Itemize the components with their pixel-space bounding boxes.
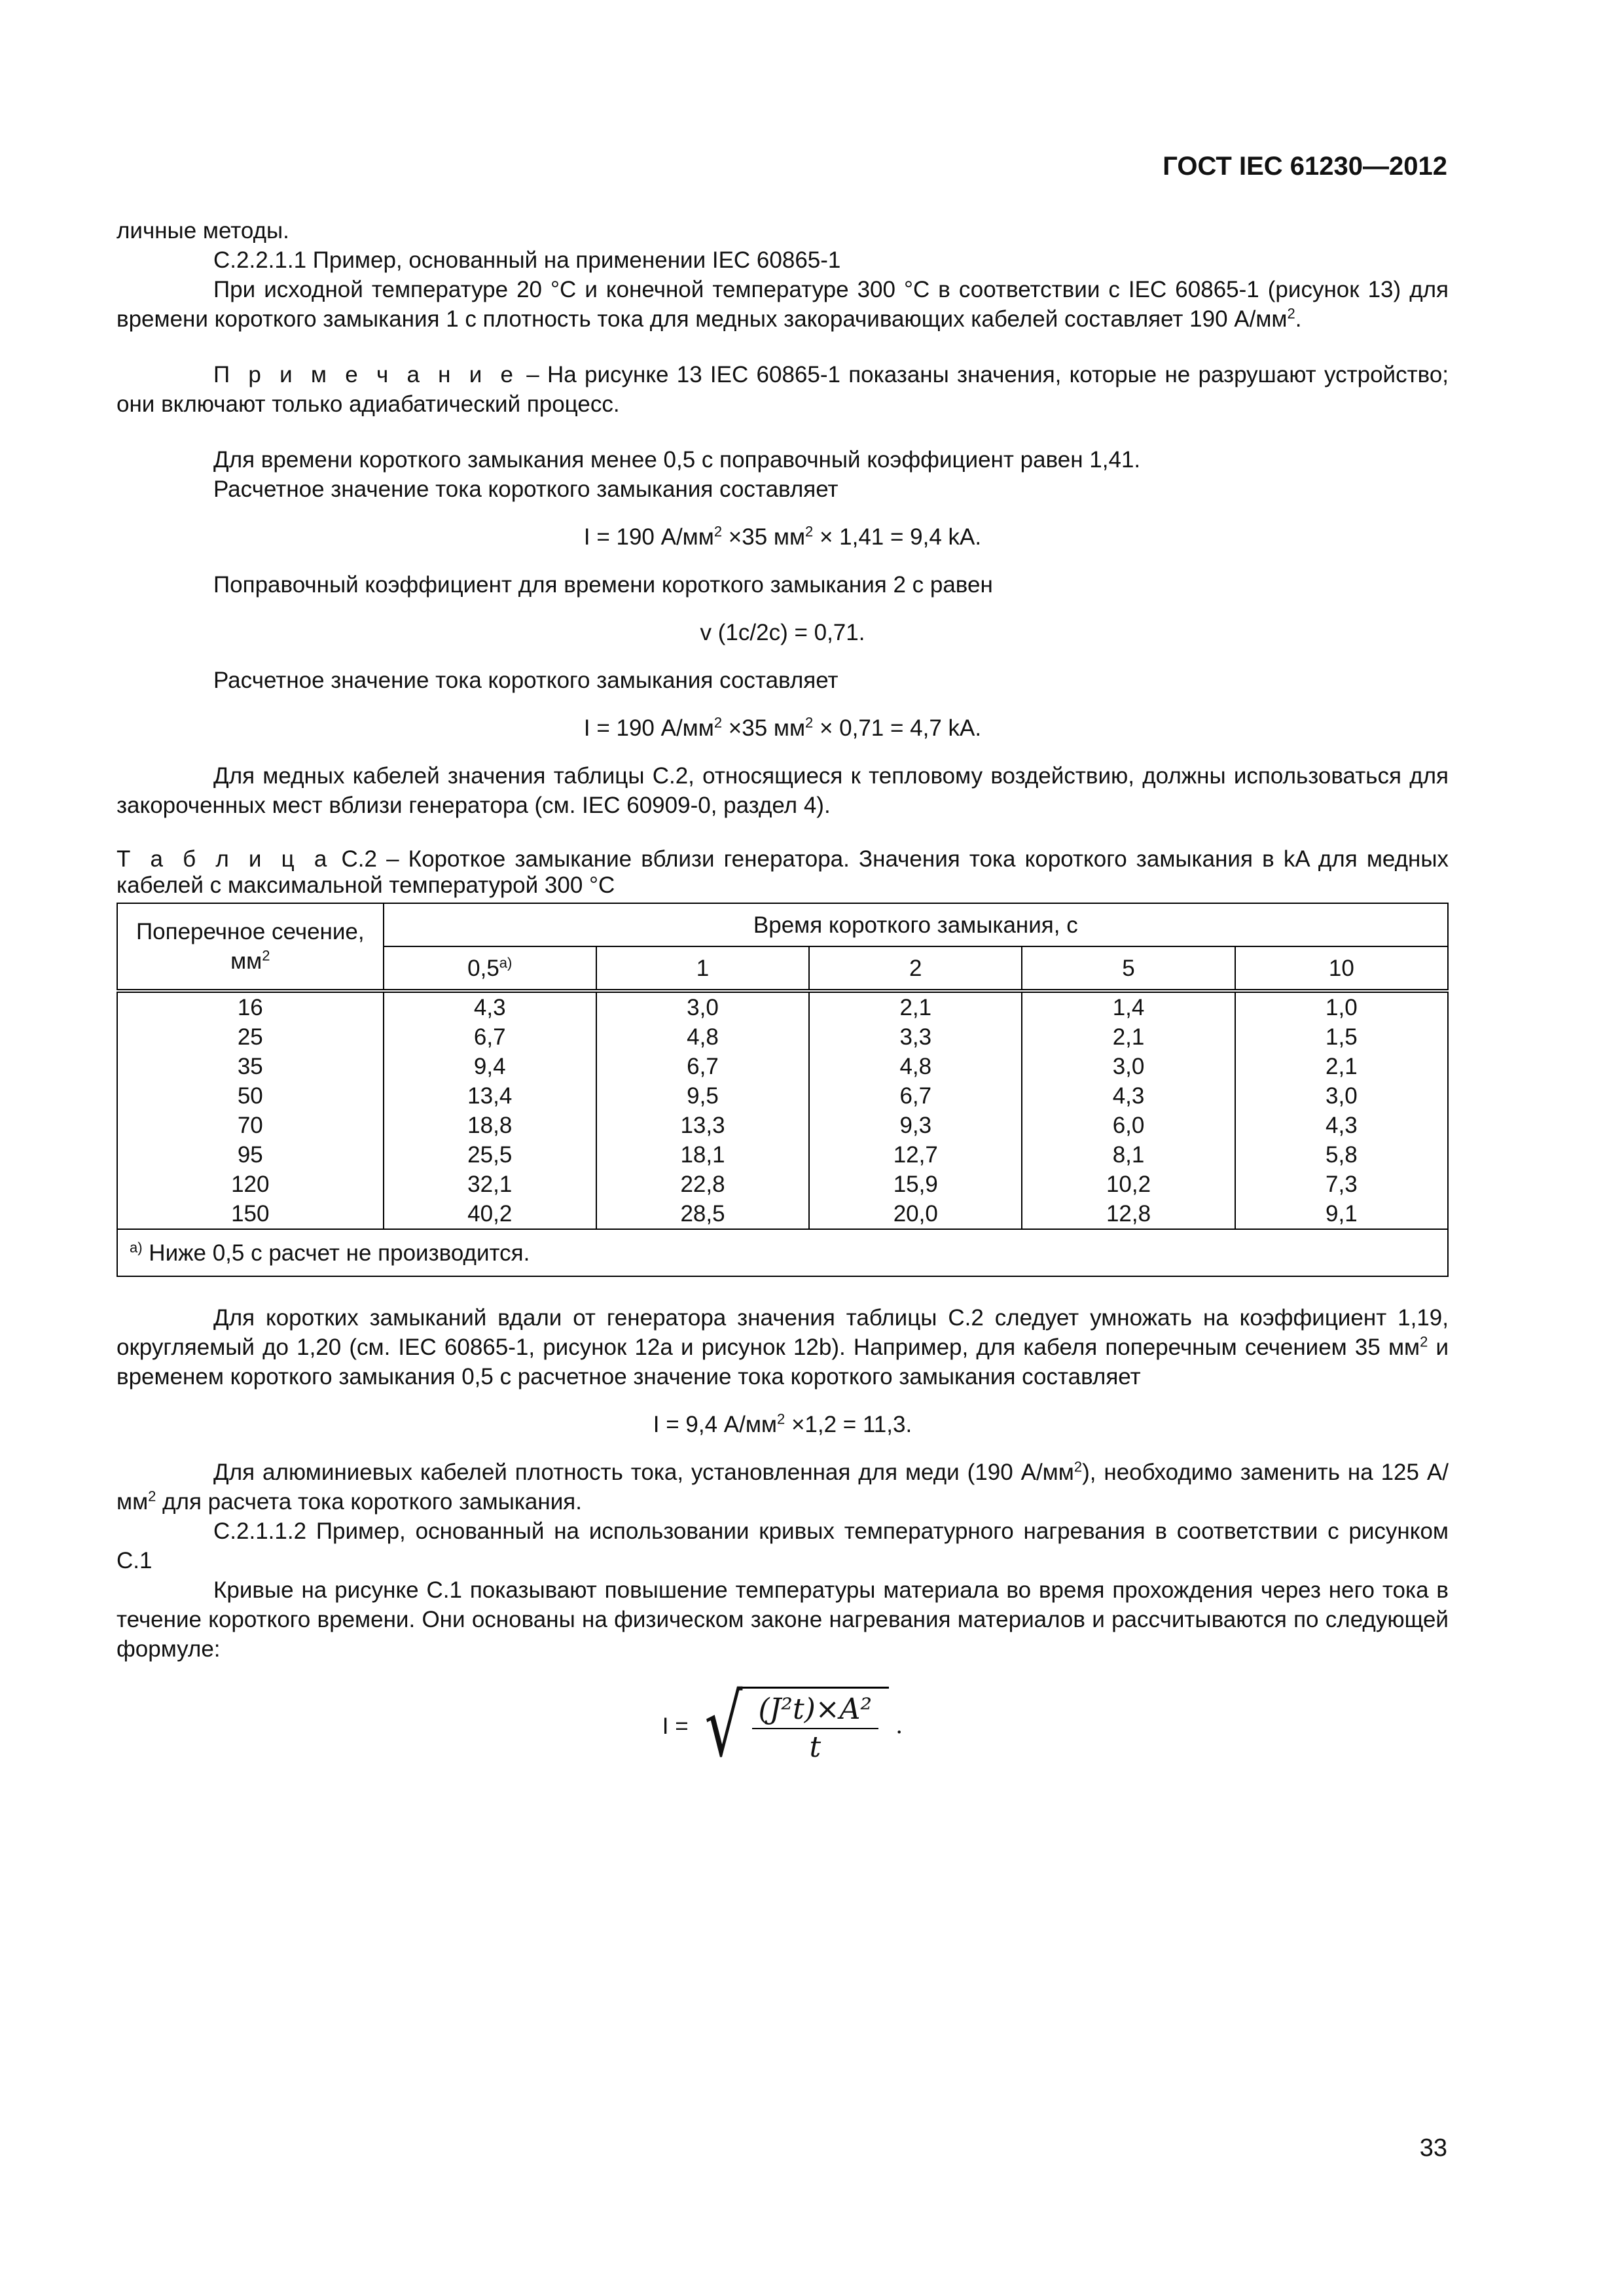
page-number: 33 [1419,2134,1447,2162]
table-cell: 40,2 [384,1199,596,1229]
table-cell: 9,4 [384,1052,596,1081]
square-root-icon: √ [704,1676,743,1776]
table-cell: 95 [117,1140,384,1170]
paragraph: Для медных кабелей значения таблицы С.2, относящиеся к тепловому воздействию, должны использоваться для закороченных мест вблизи генератора (см. IEC 60909-0, раздел 4). [117,763,1449,818]
table-cell: 4,3 [1235,1111,1448,1140]
table-cell: 3,0 [596,991,809,1022]
table-cell: 1,0 [1235,991,1448,1022]
table-cell: 4,8 [809,1052,1022,1081]
document-id-header: ГОСТ IEC 61230—2012 [1163,152,1447,181]
table-cell: 9,1 [1235,1199,1448,1229]
table-cell: 18,1 [596,1140,809,1170]
formula-fraction: $\frac{\text{(J²t)×A²}}{t}$ [742,1687,890,1766]
table-cell: 50 [117,1081,384,1111]
paragraph: Расчетное значение тока короткого замыкания составляет [213,668,839,693]
table-cell: 5,8 [1235,1140,1448,1170]
paragraph: Для коротких замыканий вдали от генератора значения таблицы С.2 следует умножать на коэффициент 1,19, округляемый до 1,20 (см. IEC 60865-1, рисунок 12a и рисунок 12b). Например, для кабеля поперечным сечением 35 $мм^2$ и временем короткого замыкания 0,5 с расчетное значение тока короткого замыкания составляет [117,1305,1449,1390]
table-row [117,1199,1448,1229]
table-cell: 2,1 [1235,1052,1448,1081]
table-cell: 3,0 [1022,1052,1235,1081]
table-row [117,1081,1448,1111]
formula: v (1с/2с) = 0,71. [700,620,865,645]
table-row [117,1140,1448,1170]
column-header: $0,5^{а)}$ [384,946,596,991]
table-cell: 35 [117,1052,384,1081]
table-cell: 28,5 [596,1199,809,1229]
table-cell: 1,4 [1022,991,1235,1022]
note: П р и м е ч а н и е – На рисунке 13 IEC 60865-1 показаны значения, которые не разрушают устройство; они включают только адиабатический процесс. [117,362,1449,417]
table-cell: 1,5 [1235,1022,1448,1052]
table-cell: 10,2 [1022,1170,1235,1199]
table-row [117,991,1448,1022]
table-row [117,1052,1448,1081]
column-header: 10 [1235,946,1448,991]
paragraph: При исходной температуре 20 °С и конечной температуре 300 °С в соответствии с IEC 60865-1 (рисунок 13) для времени короткого замыкания 1 с плотность тока для медных закорачивающих кабелей составляет 190 $А/мм^2$. [117,277,1449,332]
table-cell: 150 [117,1199,384,1229]
data-table [117,903,1449,1277]
table-footnote: $^{а)}$ Ниже 0,5 с расчет не производится. [117,1229,1448,1276]
table-cell: 6,7 [596,1052,809,1081]
table-cell: 13,4 [384,1081,596,1111]
table-cell: 25 [117,1022,384,1052]
table-row [117,1111,1448,1140]
column-header: 1 [596,946,809,991]
table-cell: 4,8 [596,1022,809,1052]
table-cell: 13,3 [596,1111,809,1140]
formula: I = 9,4 $А/мм^2 \times 1,2 = 11,3$. [653,1410,912,1437]
table-cell: 6,7 [809,1081,1022,1111]
paragraph: Расчетное значение тока короткого замыкания составляет [213,476,839,502]
table-cell: 3,0 [1235,1081,1448,1111]
paragraph: Для времени короткого замыкания менее 0,5 с поправочный коэффициент равен 1,41. [213,447,1141,473]
table-cell: 6,0 [1022,1111,1235,1140]
table-cell: 3,3 [809,1022,1022,1052]
document-body [117,216,1449,1776]
table-cell: 12,7 [809,1140,1022,1170]
table-row [117,1170,1448,1199]
table-cell: 12,8 [1022,1199,1235,1229]
paragraph: Для алюминиевых кабелей плотность тока, установленная для меди (190 $А/мм^2$), необходимо заменить на 125 $А/мм^2$ для расчета тока короткого замыкания. [117,1458,1449,1515]
column-header: 2 [809,946,1022,991]
table-cell: 4,3 [1022,1081,1235,1111]
table-cell: 4,3 [384,991,596,1022]
paragraph: Кривые на рисунке С.1 показывают повышение температуры материала во время прохождения через него тока в течение короткого времени. Они основаны на физическом законе нагревания материалов и рассчитываются по следующей формуле: [117,1577,1449,1662]
table-cell: 32,1 [384,1170,596,1199]
table-caption: Т а б л и ц а С.2 – Короткое замыкание вблизи генератора. Значения тока короткого замыкания в kA для медных кабелей с максимальной температурой 300 °С [117,846,1449,898]
table-cell: 6,7 [384,1022,596,1052]
table-cell: 9,5 [596,1081,809,1111]
table-cell: 120 [117,1170,384,1199]
formula-heating: I = √ $\frac{\text{(J²t)×A²}}{t}$ . [662,1676,903,1776]
column-group-header: Время короткого замыкания, с [384,903,1448,946]
table-cell: 18,8 [384,1111,596,1140]
table-cell: 22,8 [596,1170,809,1199]
column-header: 5 [1022,946,1235,991]
table-cell: 16 [117,991,384,1022]
formula: I = 190 $А/мм^2 \times 35$ $мм^2 \times 0,71 = 4,7$ kA. [583,714,982,741]
table-cell: 2,1 [809,991,1022,1022]
paragraph: Поправочный коэффициент для времени короткого замыкания 2 с равен [213,572,993,598]
formula: I = 190 $А/мм^2 \times 35$ $мм^2 \times 1,41 = 9,4$ kA. [583,523,982,550]
note-label: П р и м е ч а н и е [213,362,519,387]
table-row [117,1022,1448,1052]
table-cell: 70 [117,1111,384,1140]
section-heading: C.2.2.1.1 Пример, основанный на применении IEC 60865-1 [213,247,841,273]
column-header-cross-section: Поперечное сечение, $мм^2$ [117,903,384,991]
table-cell: 20,0 [809,1199,1022,1229]
paragraph: личные методы. [117,218,289,243]
table-cell: 2,1 [1022,1022,1235,1052]
table-cell: 9,3 [809,1111,1022,1140]
table-cell: 8,1 [1022,1140,1235,1170]
section-heading: C.2.1.1.2 Пример, основанный на использовании кривых температурного нагревания в соответствии с рисунком С.1 [117,1518,1449,1573]
table-cell: 25,5 [384,1140,596,1170]
table-cell: 7,3 [1235,1170,1448,1199]
table-cell: 15,9 [809,1170,1022,1199]
